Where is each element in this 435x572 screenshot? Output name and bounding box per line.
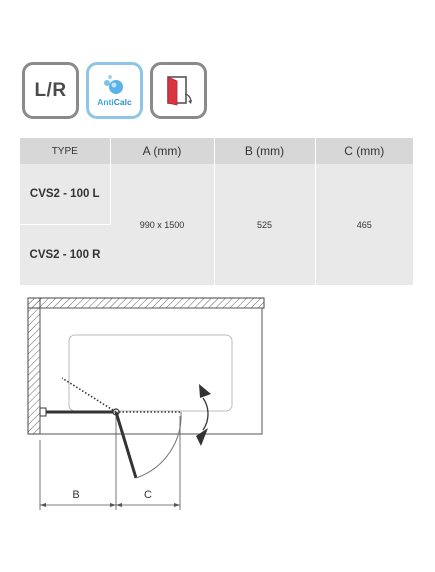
rotation-arrow-head-bottom: [196, 428, 208, 446]
lr-badge-label: L/R: [34, 79, 67, 101]
door-opening-badge: [150, 62, 207, 119]
table-header-row: [20, 138, 413, 164]
bathtub-inner: [69, 335, 232, 411]
anticalc-badge: [86, 62, 143, 119]
table-row: [20, 164, 413, 225]
swing-arc: [136, 412, 181, 478]
rotation-arrow-head-top: [199, 384, 211, 398]
swing-panel: [116, 412, 136, 478]
bath-screen-diagram: [0, 290, 435, 572]
wall-profile: [40, 408, 46, 416]
dimension-c: [116, 489, 180, 507]
header-b: B (mm): [214, 138, 315, 164]
lr-badge: [22, 62, 79, 119]
type-cell: CVS2 - 100 L: [20, 164, 110, 225]
value-b-cell: 525: [214, 164, 315, 285]
door-swing-icon: [163, 74, 195, 108]
header-type: TYPE: [20, 138, 110, 164]
anticalc-label: AntiCalc: [97, 97, 132, 107]
value-c-cell: 465: [315, 164, 413, 285]
header-c: C (mm): [315, 138, 413, 164]
dimension-c-label: C: [144, 489, 152, 501]
dimension-b: [40, 489, 116, 507]
header-a: A (mm): [110, 138, 214, 164]
rotation-arrow: [203, 398, 208, 430]
feature-badges: [22, 62, 207, 119]
wall-hatching: [28, 298, 264, 434]
dimension-extension-lines: [40, 416, 180, 510]
water-drops-icon: [102, 74, 128, 96]
type-cell: CVS2 - 100 R: [20, 225, 110, 286]
value-a-cell: 990 x 1500: [110, 164, 214, 285]
inward-position-line: [62, 378, 116, 412]
dimension-b-label: B: [72, 489, 80, 501]
specification-table: [20, 138, 413, 285]
bathtub-outline: [40, 308, 262, 434]
